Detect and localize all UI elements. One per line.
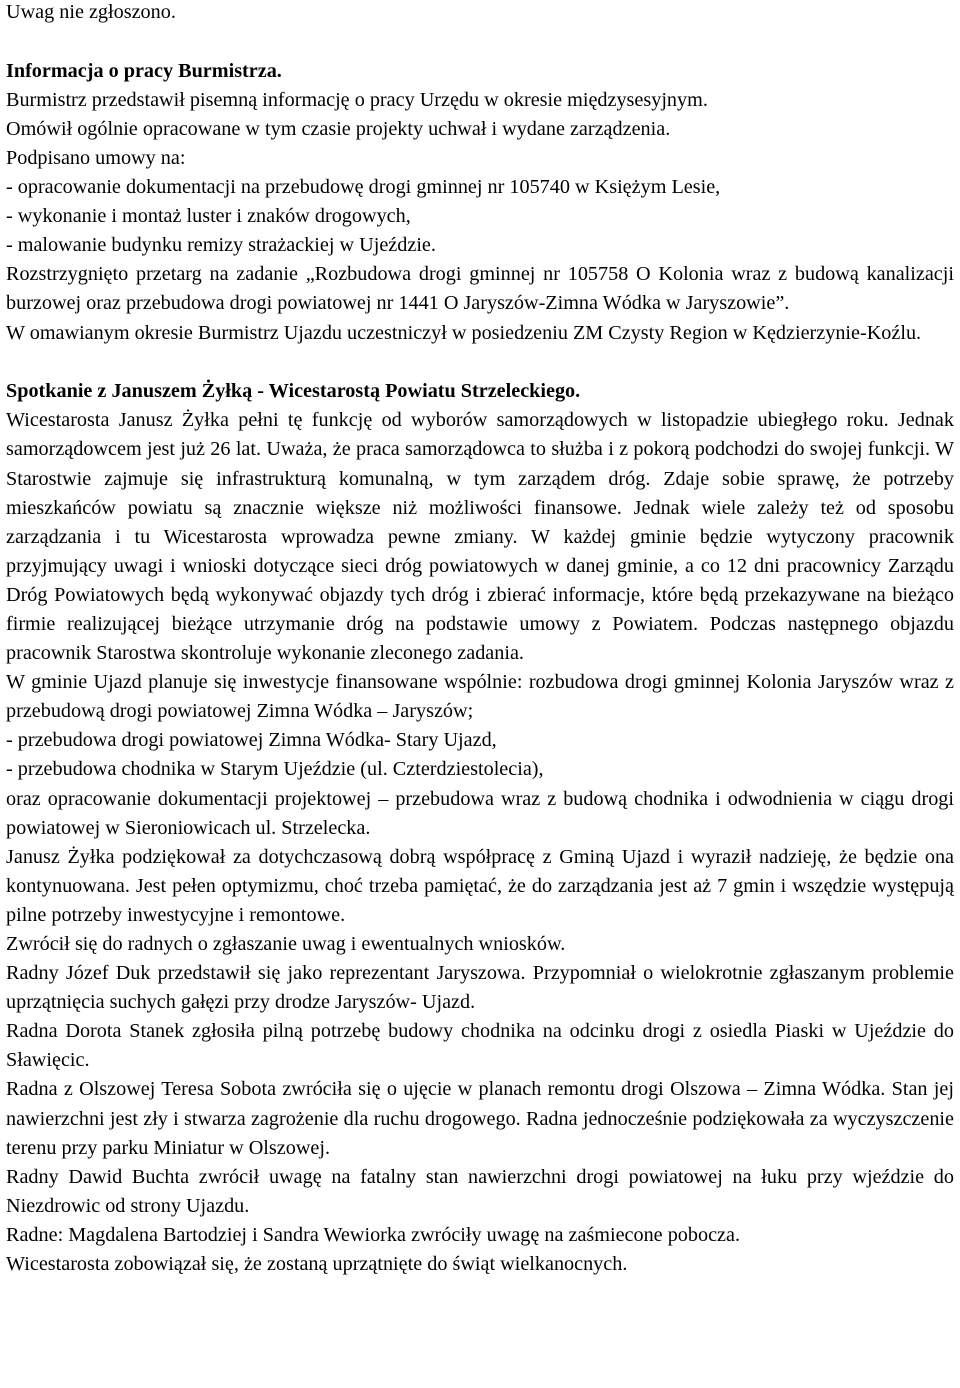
paragraph-councillor-duk: Radny Józef Duk przedstawił się jako reprezentant Jaryszowa. Przypomniał o wielokrotnie zgłaszanym problemie uprzątnięcia suchych gałęzi przy drodze Jaryszów- Ujazd. (6, 962, 954, 1014)
paragraph-vice-starost-intro: Wicestarosta Janusz Żyłka pełni tę funkcję od wyborów samorządowych w listopadzie ubiegłego roku. Jednak samorządowcem jest już 26 lat. Uważa, że praca samorządowca to służba i z pokorą podchodzi do swojej funkcji. W Starostwie zajmuje się infrastrukturą komunalną, w tym zarządem dróg. Zdaje sobie sprawę, że potrzeby mieszkańców powiatu są znacznie większe niż możliwości finansowe. Jednak wiele zależy też od sposobu zarządzania i tu Wicestarosta wprowadza pewne zmiany. W każdej gminie będzie wytyczony pracownik przyjmujący uwagi i wnioski dotyczące sieci dróg powiatowych w danej gminie, a co 12 dni pracownicy Zarządu Dróg Powiatowych będą wykonywać objazdy tych dróg i zbierać informacje, które będą przekazywane na bieżąco firmie realizującej bieżące utrzymanie dróg na podstawie umowy z Powiatem. Podczas następnego objazdu pracownik Starostwa skontroluje wykonanie zleconego zadania. (6, 409, 954, 665)
document-body (6, 0, 954, 1279)
list-item-contract-1: - opracowanie dokumentacji na przebudowę drogi gminnej nr 105740 w Księżym Lesie, (6, 176, 721, 199)
paragraph-mayor-report-2: Omówił ogólnie opracowane w tym czasie projekty uchwał i wydane zarządzenia. (6, 117, 671, 140)
list-item-contract-3: - malowanie budynku remizy strażackiej w Ujeździe. (6, 234, 436, 257)
blank-line (6, 27, 954, 57)
blank-line (6, 348, 954, 378)
paragraph-thanks: Janusz Żyłka podziękował za dotychczasową dobrą współpracę z Gminą Ujazd i wyraził nadzieję, że będzie ona kontynuowana. Jest pełen optymizmu, choć trzeba pamiętać, że do zarządzania jest aż 7 gmin i wszędzie występują pilne potrzeby inwestycyjne i remontowe. (6, 845, 954, 926)
paragraph-request-comments: Zwrócił się do radnych o zgłaszanie uwag i ewentualnych wniosków. (6, 933, 566, 955)
paragraph-councillors-litter: Radne: Magdalena Bartodziej i Sandra Wewiorka zwróciły uwagę na zaśmiecone pobocza. (6, 1223, 740, 1246)
paragraph-no-comments: Uwag nie zgłoszono. (6, 1, 176, 23)
paragraph-mayor-report-1: Burmistrz przedstawił pisemną informację o pracy Urzędu w okresie międzysesyjnym. (6, 88, 708, 111)
paragraph-contracts-intro: Podpisano umowy na: (6, 146, 186, 169)
paragraph-documentation: oraz opracowanie dokumentacji projektowej – przebudowa wraz z budową chodnika i odwodnienia w ciągu drogi powiatowej w Sieroniowicach ul. Strzelecka. (6, 787, 954, 839)
list-item-contract-2: - wykonanie i montaż luster i znaków drogowych, (6, 205, 411, 228)
paragraph-councillor-stanek: Radna Dorota Stanek zgłosiła pilną potrzebę budowy chodnika na odcinku drogi z osiedla Piaski w Ujeździe do Sławięcic. (6, 1020, 954, 1072)
section-heading-mayor-report: Informacja o pracy Burmistrza. (6, 59, 282, 82)
list-item-investment-2: - przebudowa chodnika w Starym Ujeździe (ul. Czterdziestolecia), (6, 758, 544, 781)
paragraph-investments: W gminie Ujazd planuje się inwestycje finansowane wspólnie: rozbudowa drogi gminnej Kolonia Jaryszów wraz z przebudową drogi powiatowej Zimna Wódka – Jaryszów; (6, 671, 954, 723)
paragraph-tender: Rozstrzygnięto przetarg na zadanie „Rozbudowa drogi gminnej nr 105758 O Kolonia wraz z budową kanalizacji burzowej oraz przebudowa drogi powiatowej nr 1441 O Jaryszów-Zimna Wódka w Jaryszowie”. (6, 263, 954, 315)
paragraph-meeting-zm: W omawianym okresie Burmistrz Ujazdu uczestniczył w posiedzeniu ZM Czysty Region w Kędzierzynie-Koźlu. (6, 321, 922, 344)
paragraph-councillor-buchta: Radny Dawid Buchta zwrócił uwagę na fatalny stan nawierzchni drogi powiatowej na łuku przy wjeździe do Niezdrowic od strony Ujazdu. (6, 1165, 954, 1217)
section-heading-vice-starost: Spotkanie z Januszem Żyłką - Wicestarostą Powiatu Strzeleckiego. (6, 380, 581, 403)
paragraph-vice-starost-commitment: Wicestarosta zobowiązał się, że zostaną uprzątnięte do świąt wielkanocnych. (6, 1253, 628, 1276)
list-item-investment-1: - przebudowa drogi powiatowej Zimna Wódka- Stary Ujazd, (6, 729, 497, 752)
paragraph-councillor-sobota: Radna z Olszowej Teresa Sobota zwróciła się o ujęcie w planach remontu drogi Olszowa – Zimna Wódka. Stan jej nawierzchni jest zły i stwarza zagrożenie dla ruchu drogowego. Radna jednocześnie podziękowała za wyczyszczenie terenu przy parku Miniatur w Olszowej. (6, 1078, 954, 1159)
